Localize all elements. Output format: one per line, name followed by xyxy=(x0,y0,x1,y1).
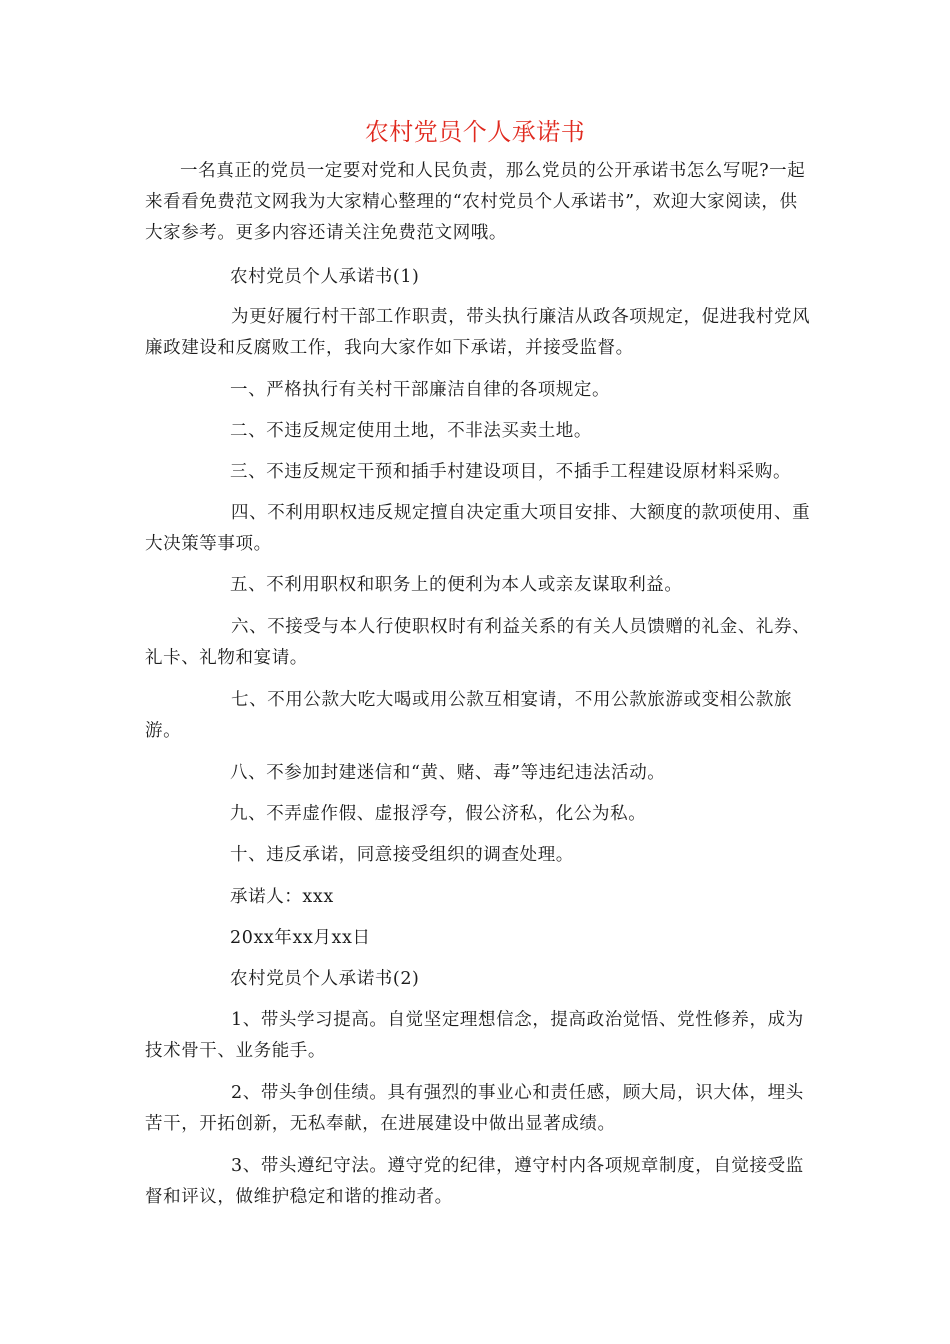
date-line: 20xx年xx月xx日 xyxy=(230,928,371,948)
commitment-item-5: 五、不利用职权和职务上的便利为本人或亲友谋取利益。 xyxy=(230,575,683,595)
document-title: 农村党员个人承诺书 xyxy=(364,118,586,146)
section2-item-3: 3、带头遵纪守法。遵守党的纪律，遵守村内各项规章制度，自觉接受监督和评议，做维护稳定和谐的推动者。 xyxy=(145,1156,804,1207)
commitment-item-10: 十、违反承诺，同意接受组织的调查处理。 xyxy=(230,845,574,865)
section2-heading: 农村党员个人承诺书(2) xyxy=(230,969,420,989)
commitment-item-2: 二、不违反规定使用土地，不非法买卖土地。 xyxy=(230,421,592,441)
commitment-item-9: 九、不弄虚作假、虚报浮夸，假公济私，化公为私。 xyxy=(230,804,647,824)
section1-preamble: 为更好履行村干部工作职责，带头执行廉洁从政各项规定，促进我村党风廉政建设和反腐败工作，我向大家作如下承诺，并接受监督。 xyxy=(145,307,811,358)
commitment-item-4: 四、不利用职权违反规定擅自决定重大项目安排、大额度的款项使用、重大决策等事项。 xyxy=(145,503,811,554)
intro-paragraph: 一名真正的党员一定要对党和人民负责，那么党员的公开承诺书怎么写呢?一起来看看免费范文网我为大家精心整理的“农村党员个人承诺书”，欢迎大家阅读，供大家参考。更多内容还请关注免费范文网哦。 xyxy=(145,161,806,243)
commitment-item-6: 六、不接受与本人行使职权时有利益关系的有关人员馈赠的礼金、礼券、礼卡、礼物和宴请。 xyxy=(145,617,811,668)
commitment-item-1: 一、严格执行有关村干部廉洁自律的各项规定。 xyxy=(230,380,611,400)
section1-heading: 农村党员个人承诺书(1) xyxy=(230,267,420,287)
commitment-item-7: 七、不用公款大吃大喝或用公款互相宴请，不用公款旅游或变相公款旅游。 xyxy=(145,690,793,741)
signer-line: 承诺人：xxx xyxy=(230,887,334,907)
section2-item-1: 1、带头学习提高。自觉坚定理想信念，提高政治觉悟、党性修养，成为技术骨干、业务能手。 xyxy=(145,1010,804,1061)
commitment-item-3: 三、不违反规定干预和插手村建设项目，不插手工程建设原材料采购。 xyxy=(230,462,792,482)
commitment-item-8: 八、不参加封建迷信和“黄、赌、毒”等违纪违法活动。 xyxy=(230,763,666,783)
section2-item-2: 2、带头争创佳绩。具有强烈的事业心和责任感，顾大局，识大体，埋头苦干，开拓创新，无私奉献，在进展建设中做出显著成绩。 xyxy=(145,1083,804,1134)
